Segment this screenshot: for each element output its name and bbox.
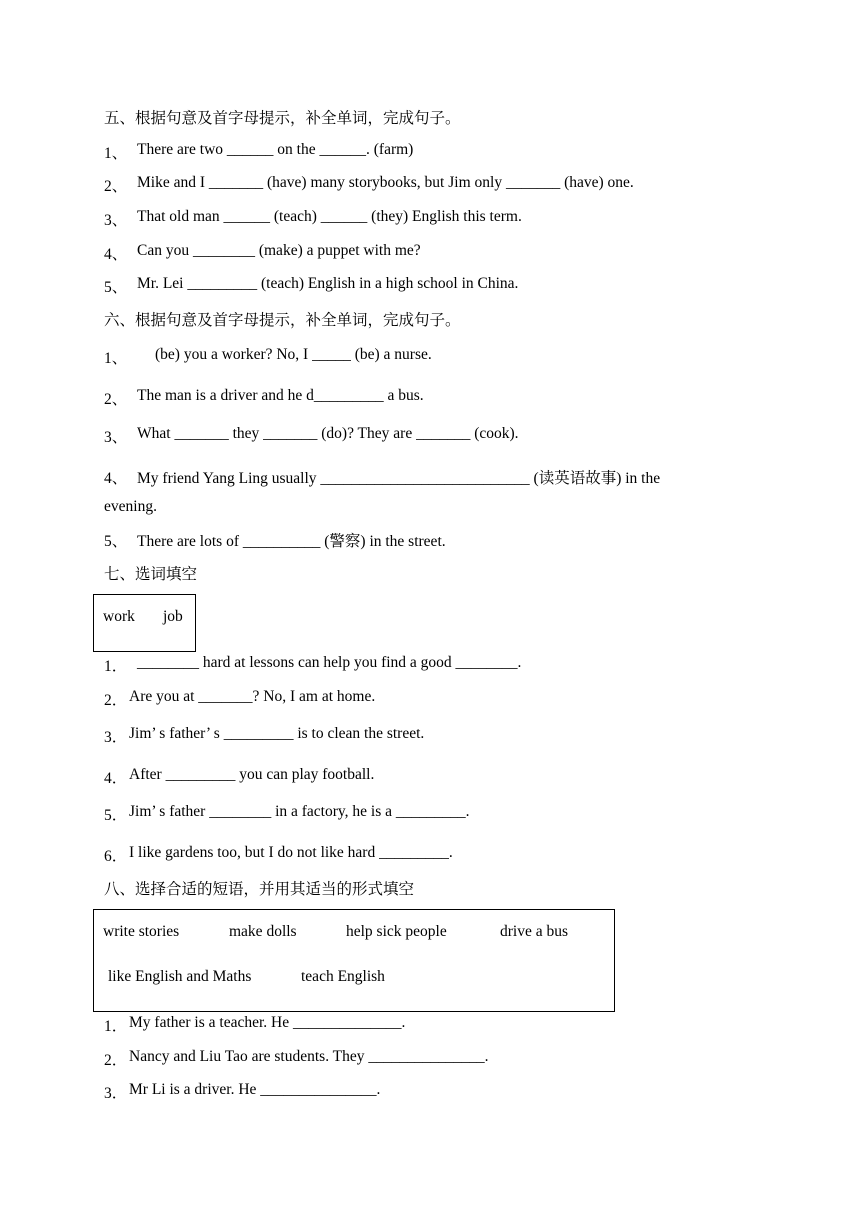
box-word: job [163,608,183,625]
item-number: 1、 [104,350,128,367]
item-number: 4、 [104,470,128,487]
item-number: 3、 [104,212,128,229]
word-box [93,594,196,652]
box-phrase: teach English [301,968,385,985]
item-text: (be) you a worker? No, I _____ (be) a nurse. [155,346,432,363]
item-number: 6． [104,848,128,865]
box-phrase: like English and Maths [108,968,252,985]
item-text: My friend Yang Ling usually ___________________________ (读英语故事) in the [137,470,661,487]
item-text: There are lots of __________ (警察) in the street. [137,533,446,550]
box-word: work [103,608,135,625]
item-text: Jim’ s father’ s _________ is to clean the street. [129,725,425,742]
item-text: My father is a teacher. He ______________. [129,1014,406,1031]
section-5-heading: 五、根据句意及首字母提示，补全单词，完成句子。 [104,110,461,127]
item-number: 2、 [104,178,128,195]
box-phrase: write stories [103,923,180,940]
item-text: Nancy and Liu Tao are students. They _______________. [129,1048,489,1065]
item-text: There are two ______ on the ______. (farm) [137,141,414,158]
item-text: That old man ______ (teach) ______ (they) English this term. [137,208,522,225]
item-number: 2． [104,692,128,709]
box-phrase: make dolls [229,923,297,940]
box-phrase: help sick people [346,923,447,940]
item-number: 1． [104,658,128,675]
item-text-continuation: evening. [104,498,157,515]
phrase-box [93,909,615,1012]
item-number: 5、 [104,279,128,296]
section-6-heading: 六、根据句意及首字母提示，补全单词，完成句子。 [104,312,461,329]
item-number: 3． [104,729,128,746]
box-phrase: drive a bus [500,923,569,940]
item-text: Are you at _______? No, I am at home. [129,688,376,705]
item-number: 4、 [104,246,128,263]
item-number: 3、 [104,429,128,446]
item-text: What _______ they _______ (do)? They are _______ (cook). [137,425,519,442]
item-text: Jim’ s father ________ in a factory, he is a _________. [129,803,470,820]
item-number: 3． [104,1085,128,1102]
item-text: After _________ you can play football. [129,766,375,783]
section-7-heading: 七、选词填空 [104,566,198,583]
item-text: The man is a driver and he d_________ a bus. [137,387,424,404]
item-text: ________ hard at lessons can help you find a good ________. [137,654,522,671]
item-number: 1、 [104,145,128,162]
item-number: 1． [104,1018,128,1035]
item-text: Mr Li is a driver. He _______________. [129,1081,381,1098]
item-number: 2． [104,1052,128,1069]
item-text: Mr. Lei _________ (teach) English in a high school in China. [137,275,519,292]
section-8-heading: 八、选择合适的短语，并用其适当的形式填空 [104,881,415,898]
item-number: 5、 [104,533,128,550]
item-number: 4． [104,770,128,787]
item-text: I like gardens too, but I do not like hard _________. [129,844,453,861]
item-number: 2、 [104,391,128,408]
item-number: 5． [104,807,128,824]
item-text: Mike and I _______ (have) many storybooks, but Jim only _______ (have) one. [137,174,634,191]
item-text: Can you ________ (make) a puppet with me? [137,242,421,259]
